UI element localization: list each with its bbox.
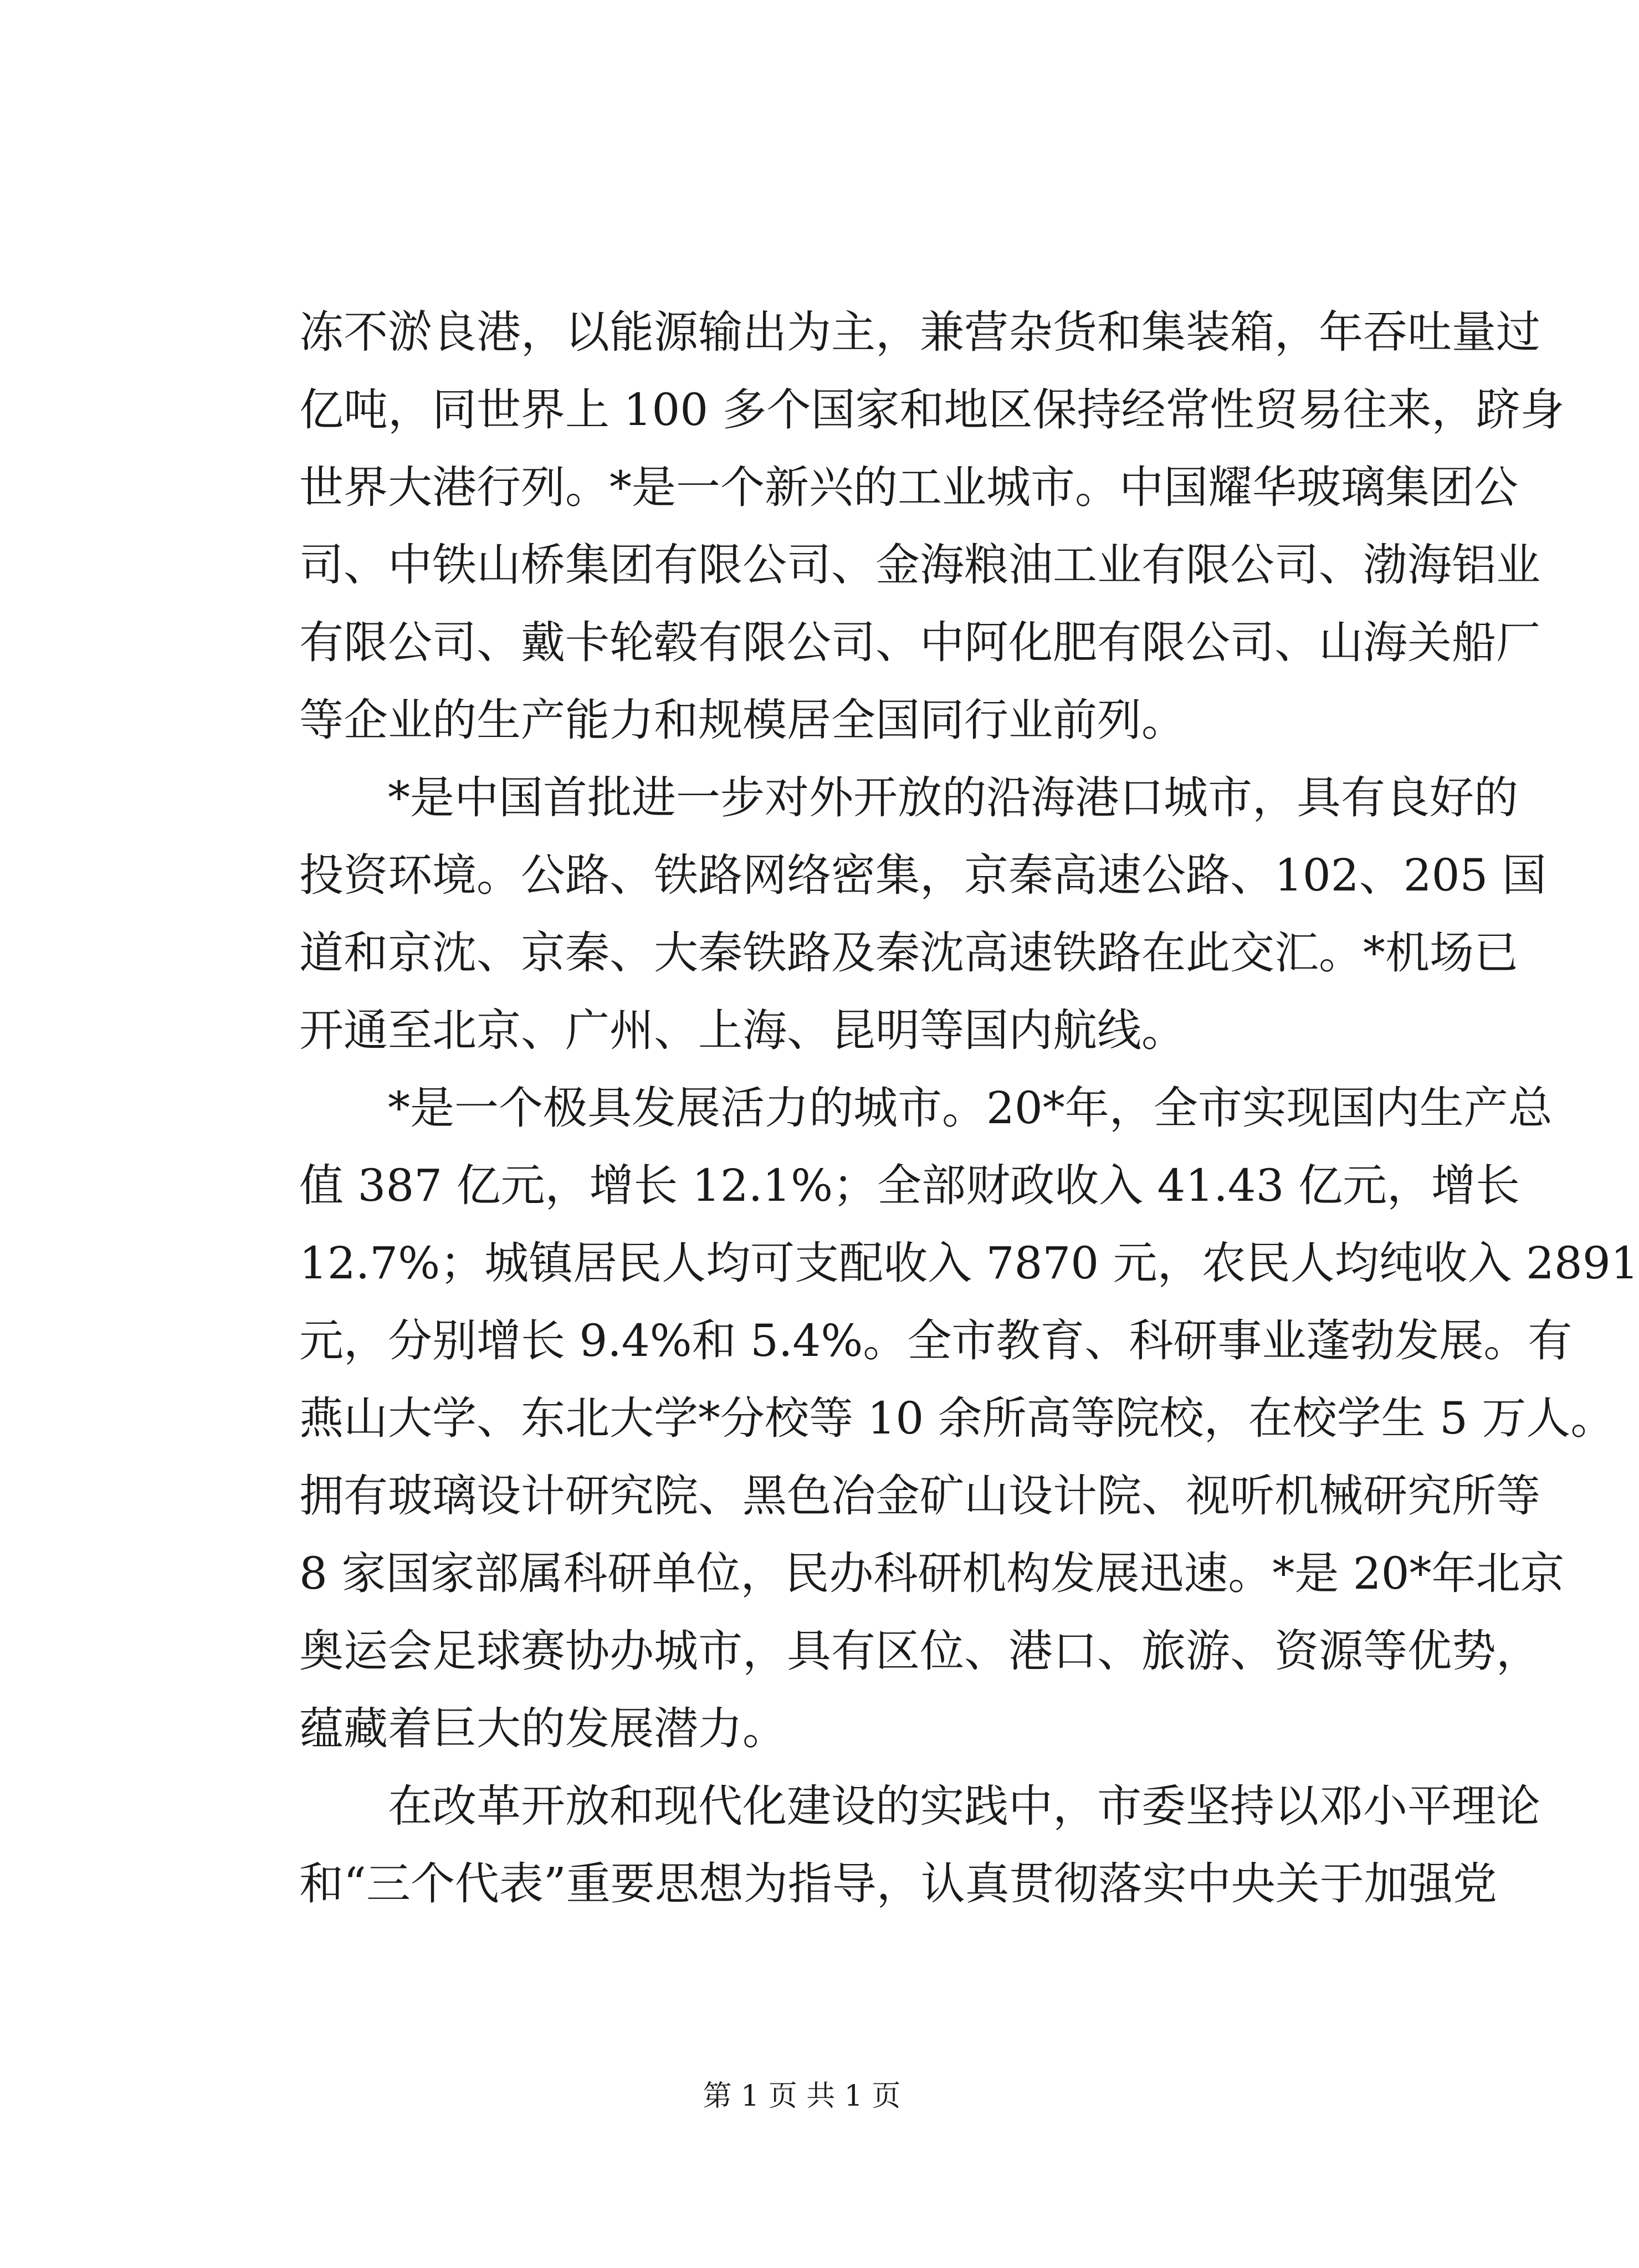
text-line: *是中国首批进一步对外开放的沿海港口城市，具有良好的 xyxy=(388,772,1518,823)
text-line: 8 家国家部属科研单位，民办科研机构发展迅速。*是 20*年北京 xyxy=(299,1548,1565,1599)
text-line: 冻不淤良港，以能源输出为主，兼营杂货和集装箱，年吞吐量过 xyxy=(299,306,1540,358)
text-line: 司、中铁山桥集团有限公司、金海粮油工业有限公司、渤海铝业 xyxy=(299,539,1540,591)
paragraph-4 xyxy=(299,1768,1540,1923)
text-line: 道和京沈、京秦、大秦铁路及秦沈高速铁路在此交汇。*机场已 xyxy=(299,927,1518,979)
document-body xyxy=(299,294,1639,1923)
text-line: 在改革开放和现代化建设的实践中，市委坚持以邓小平理论 xyxy=(388,1780,1540,1832)
text-line: 拥有玻璃设计研究院、黑色冶金矿山设计院、视听机械研究所等 xyxy=(299,1470,1540,1522)
page-footer xyxy=(0,2072,1604,2114)
text-line: *是一个极具发展活力的城市。20*年，全市实现国内生产总 xyxy=(388,1082,1553,1134)
page-number-label: 第 1 页 共 1 页 xyxy=(703,2080,901,2113)
text-line: 奥运会足球赛协办城市，具有区位、港口、旅游、资源等优势， xyxy=(299,1625,1540,1677)
text-line: 12.7%；城镇居民人均可支配收入 7870 元，农民人均纯收入 2891 xyxy=(299,1237,1639,1289)
paragraph-1 xyxy=(299,294,1565,759)
text-line: 等企业的生产能力和规模居全国同行业前列。 xyxy=(299,694,1186,746)
paragraph-2 xyxy=(299,759,1546,1069)
text-line: 有限公司、戴卡轮毂有限公司、中阿化肥有限公司、山海关船厂 xyxy=(299,617,1540,668)
text-line: 燕山大学、东北大学*分校等 10 余所高等院校，在校学生 5 万人。 xyxy=(299,1392,1615,1444)
text-line: 世界大港行列。*是一个新兴的工业城市。中国耀华玻璃集团公 xyxy=(299,462,1518,513)
text-line: 元，分别增长 9.4%和 5.4%。全市教育、科研事业蓬勃发展。有 xyxy=(299,1315,1573,1366)
text-line: 投资环境。公路、铁路网络密集，京秦高速公路、102、205 国 xyxy=(299,849,1546,901)
text-line: 蕴藏着巨大的发展潜力。 xyxy=(299,1703,787,1754)
text-line: 和“三个代表”重要思想为指导，认真贯彻落实中央关于加强党 xyxy=(299,1858,1497,1909)
paragraph-3 xyxy=(299,1069,1639,1768)
text-line: 开通至北京、广州、上海、昆明等国内航线。 xyxy=(299,1005,1186,1056)
text-line: 值 387 亿元，增长 12.1%；全部财政收入 41.43 亿元，增长 xyxy=(299,1160,1520,1211)
text-line: 亿吨，同世界上 100 多个国家和地区保持经常性贸易往来，跻身 xyxy=(299,384,1565,436)
